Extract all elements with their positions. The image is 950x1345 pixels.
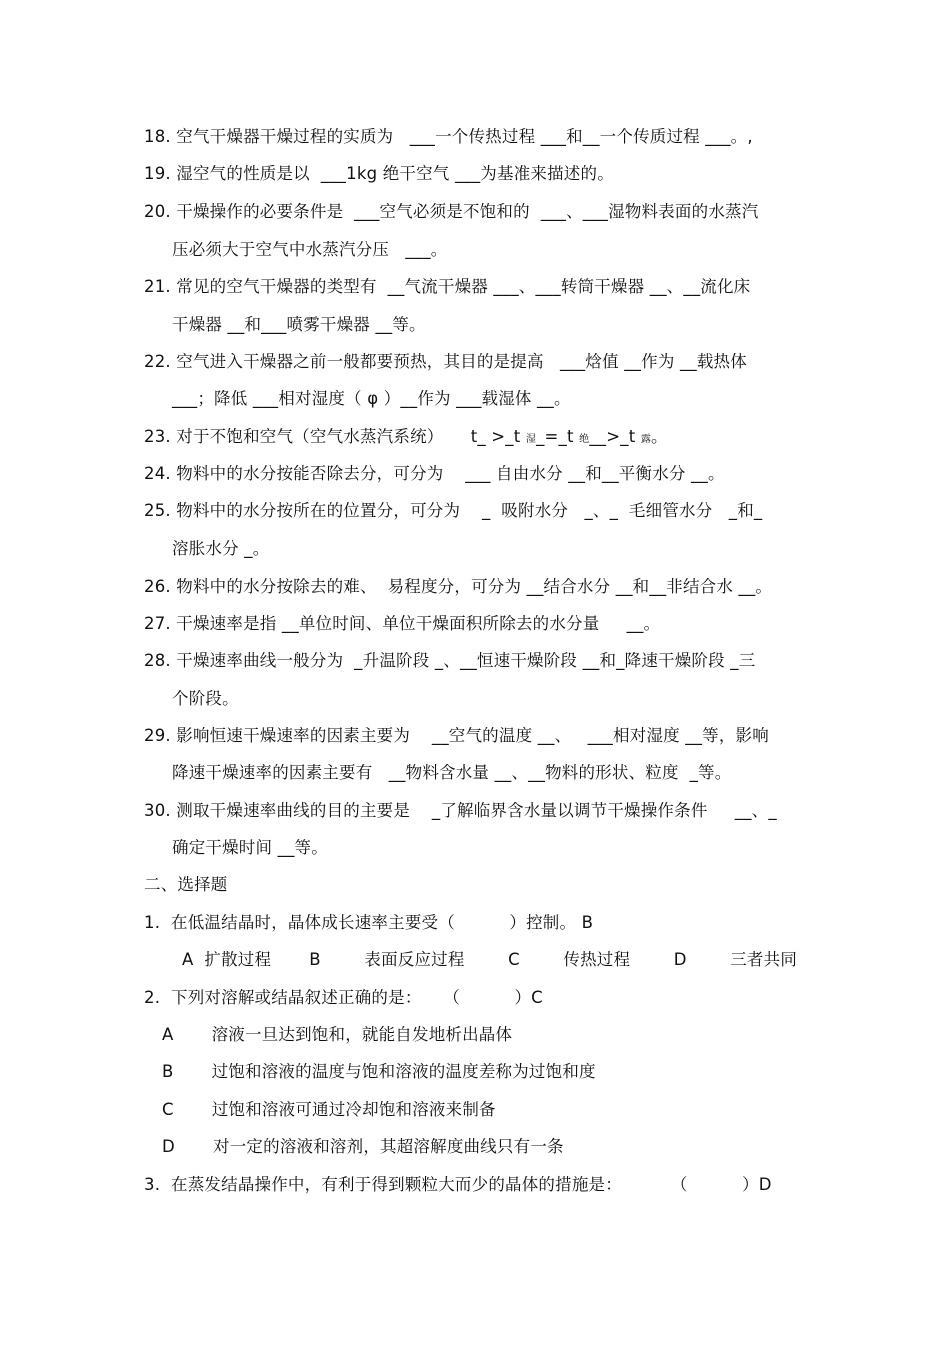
question-28-line1: 28. 干燥速率曲线一般分为 _升温阶段 _、__恒速干燥阶段 __和_降速干燥阶段 _三 [144, 651, 756, 670]
question-25-line2: 溶胀水分 _。 [172, 539, 270, 558]
choice-question-2-option-b: B 过饱和溶液的温度与饱和溶液的温度差称为过饱和度 [162, 1062, 596, 1081]
question-23-end: 。 [651, 427, 668, 446]
subscript-adiabatic: 绝 [579, 434, 590, 445]
question-19: 19. 湿空气的性质是以 ___1kg 绝干空气 ___为基准来描述的。 [144, 164, 614, 183]
choice-question-2: 2. 下列对溶解或结晶叙述正确的是： （ ）C [144, 988, 543, 1007]
question-30-line1: 30. 测取干燥速率曲线的目的主要是 _了解临界含水量以调节干燥操作条件 __、_ [144, 801, 777, 820]
question-21-line1: 21. 常见的空气干燥器的类型有 __气流干燥器 ___、___转筒干燥器 __、__流化床 [144, 277, 751, 296]
section-title-choice: 二、选择题 [144, 875, 228, 894]
choice-question-2-option-a: A 溶液一旦达到饱和，就能自发地析出晶体 [162, 1025, 513, 1044]
choice-question-2-option-c: C 过饱和溶液可通过冷却饱和溶液来制备 [162, 1100, 496, 1119]
choice-question-3: 3. 在蒸发结晶操作中，有利于得到颗粒大而少的晶体的措施是： （ ）D [144, 1175, 772, 1194]
question-23-mid2: __>_t [589, 427, 641, 446]
question-20-line1: 20. 干燥操作的必要条件是 ___空气必须是不饱和的 ___、___湿物料表面的水蒸汽 [144, 202, 759, 221]
question-28-line2: 个阶段。 [172, 689, 239, 708]
question-29-line2: 降速干燥速率的因素主要有 __物料含水量 __、__物料的形状、粒度 _等。 [172, 763, 732, 782]
question-23-text: 23. 对于不饱和空气（空气水蒸汽系统） t_ >_t [144, 427, 526, 446]
choice-question-1: 1. 在低温结晶时，晶体成长速率主要受（ ）控制。 B [144, 913, 594, 932]
question-23 [144, 426, 668, 451]
question-27: 27. 干燥速率是指 __单位时间、单位干燥面积所除去的水分量 __。 [144, 614, 661, 633]
subscript-wet: 湿 [525, 434, 537, 445]
question-25-line1: 25. 物料中的水分按所在的位置分，可分为 _ 吸附水分 _、_ 毛细管水分 _和_ [144, 501, 763, 520]
question-30-line2: 确定干燥时间 __等。 [172, 838, 328, 857]
question-23-mid1: _=_t [536, 427, 580, 446]
question-24: 24. 物料中的水分按能否除去分，可分为 ___ 自由水分 __和__平衡水分 __。 [144, 464, 725, 483]
question-20-line2: 压必须大于空气中水蒸汽分压 ___。 [172, 240, 448, 259]
choice-question-1-options: A 扩散过程 B 表面反应过程 C 传热过程 D 三者共同 [182, 950, 798, 969]
question-29-line1: 29. 影响恒速干燥速率的因素主要为 __空气的温度 __、 ___相对湿度 __等，影响 [144, 726, 769, 745]
question-21-line2: 干燥器 __和___喷雾干燥器 __等。 [172, 315, 426, 334]
choice-question-2-option-d: D 对一定的溶液和溶剂，其超溶解度曲线只有一条 [162, 1137, 564, 1156]
subscript-dew: 露 [640, 434, 652, 445]
question-22-line2: ___；降低 ___相对湿度（ φ ）__作为 ___载湿体 __。 [172, 389, 571, 408]
question-22-line1: 22. 空气进入干燥器之前一般都要预热，其目的是提高 ___焓值 __作为 __载热体 [144, 352, 747, 371]
question-18: 18. 空气干燥器干燥过程的实质为 ___一个传热过程 ___和__一个传质过程 ___。, [144, 127, 753, 146]
question-26: 26. 物料中的水分按除去的难、 易程度分，可分为 __结合水分 __和__非结合水 __。 [144, 577, 773, 596]
